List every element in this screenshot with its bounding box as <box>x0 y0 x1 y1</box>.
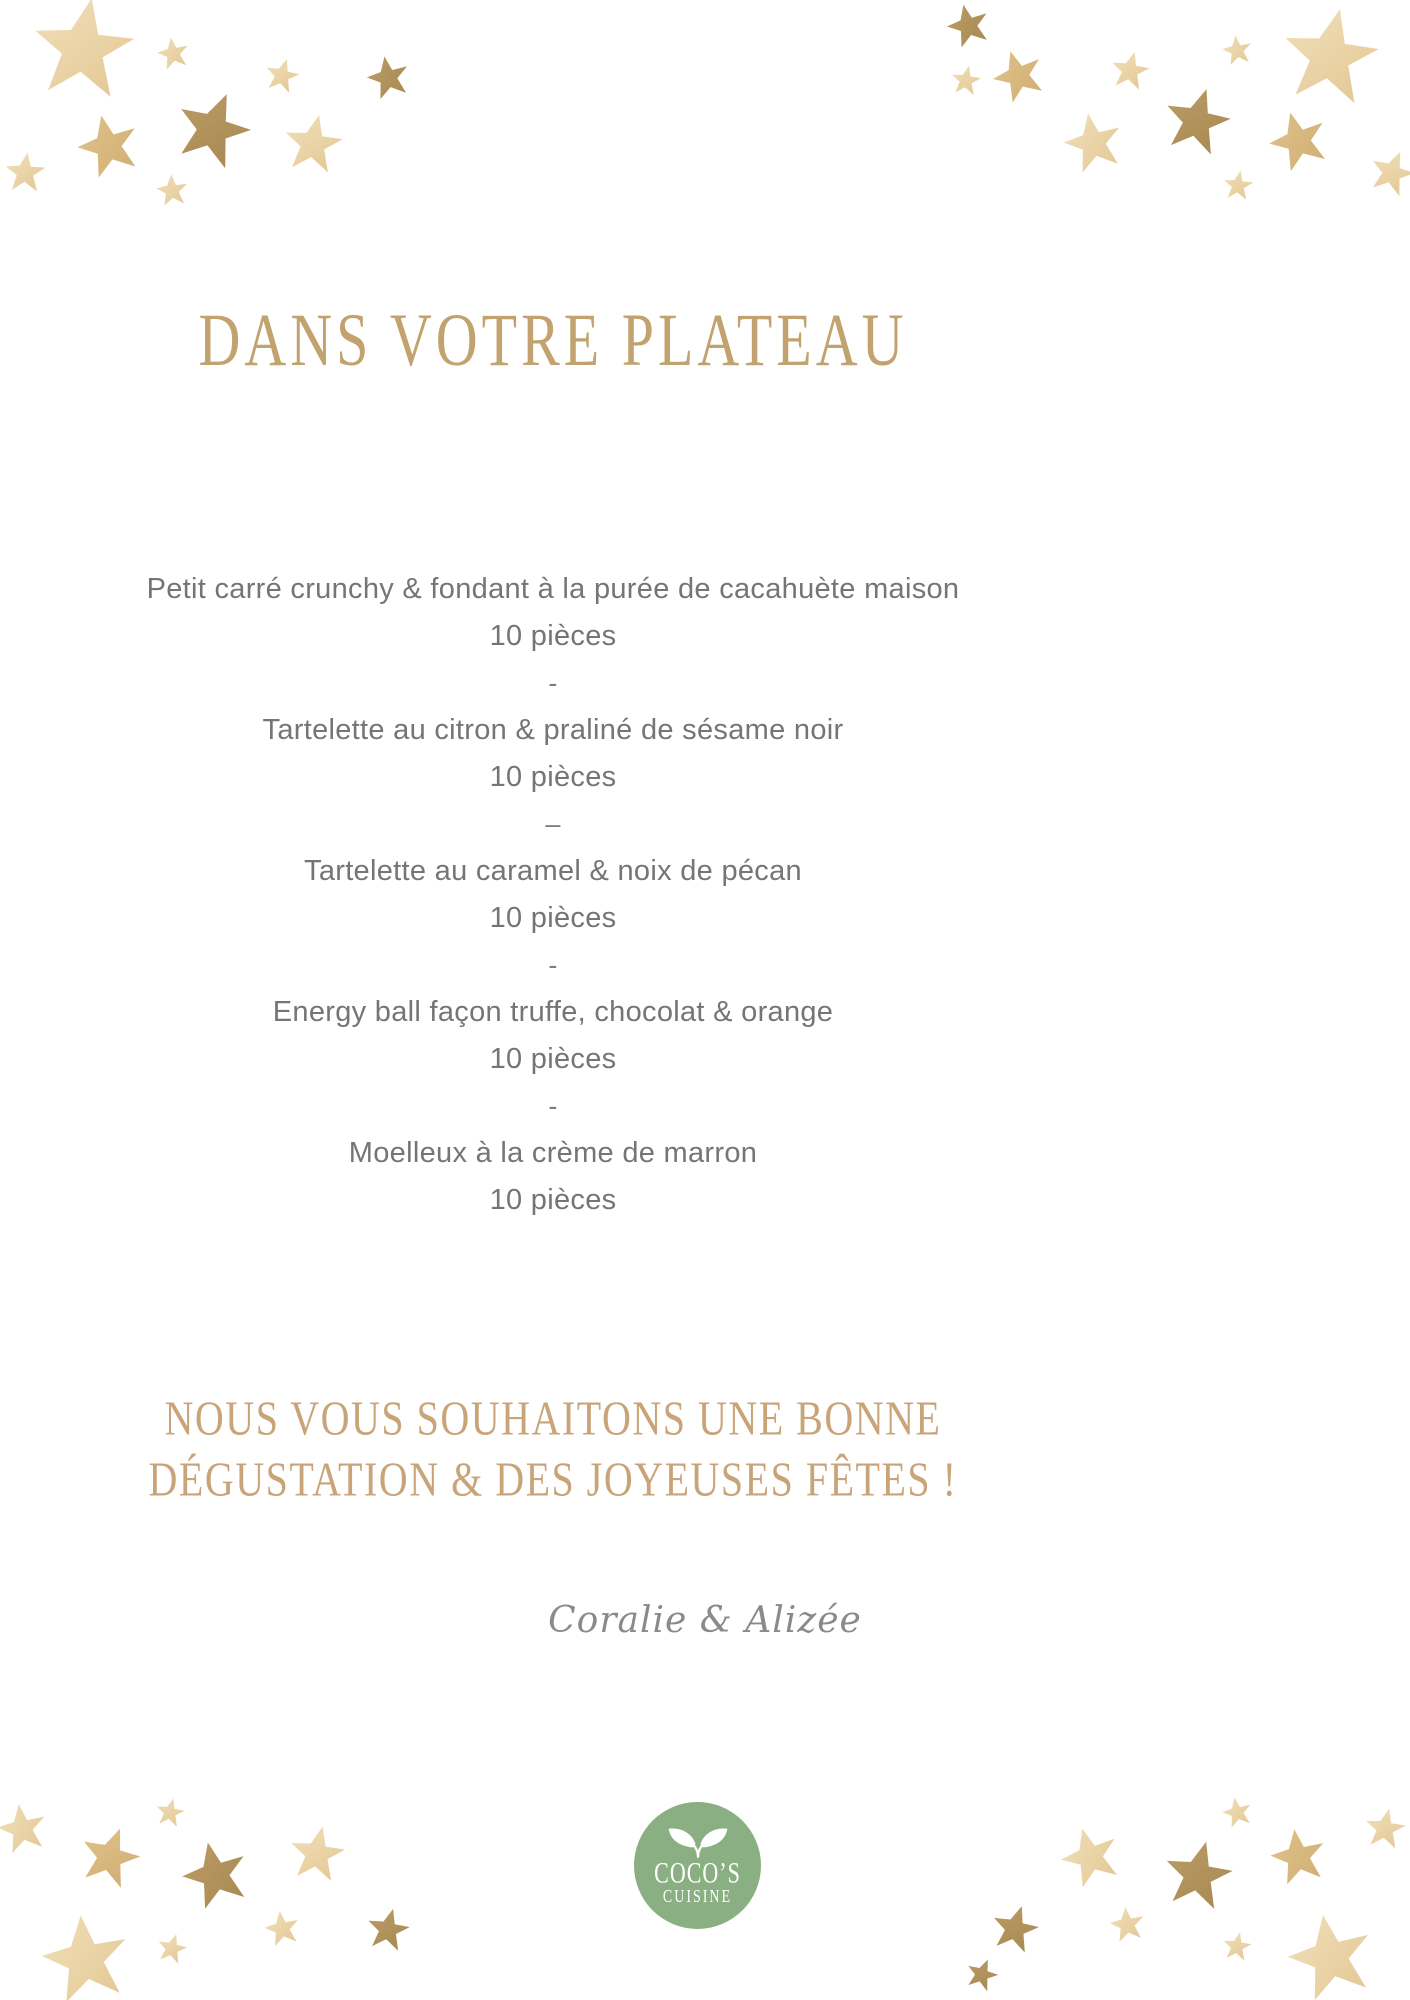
closing-message-line2: DÉGUSTATION & DES JOYEUSES FÊTES ! <box>148 1451 958 1507</box>
star-icon <box>71 108 145 181</box>
star-icon <box>1276 1 1384 108</box>
star-icon <box>153 1795 186 1828</box>
menu-list <box>0 566 1106 1224</box>
star-icon <box>74 1819 147 1891</box>
star-icon <box>1108 1905 1147 1943</box>
star-icon <box>1222 169 1255 201</box>
menu-separator: – <box>545 809 561 839</box>
star-icon <box>943 0 994 50</box>
star-icon <box>363 52 412 101</box>
menu-item-quantity: 10 pièces <box>489 761 617 793</box>
star-icon <box>1108 48 1152 92</box>
closing-message <box>0 1388 1106 1510</box>
star-icon <box>280 110 346 175</box>
star-icon <box>1281 1907 1379 2000</box>
signature: Coralie & Alizée <box>548 1600 862 1641</box>
leaf-cutlery-icon <box>663 1826 733 1858</box>
star-icon <box>1220 1795 1254 1829</box>
star-icon <box>949 63 983 96</box>
star-icon <box>987 1900 1043 1955</box>
menu-item-quantity: 10 pièces <box>489 620 617 652</box>
star-icon <box>1221 1930 1253 1962</box>
menu-item-name: Tartelette au caramel & noix de pécan <box>304 855 802 887</box>
menu-separator: - <box>548 668 558 698</box>
star-icon <box>27 0 138 101</box>
star-icon <box>262 1908 302 1947</box>
star-icon <box>167 81 260 173</box>
star-icon <box>4 151 47 193</box>
star-icon <box>286 1822 348 1884</box>
star-icon <box>1221 34 1254 66</box>
star-icon <box>262 55 303 95</box>
menu-separator: - <box>548 1091 558 1121</box>
menu-item-name: Energy ball façon truffe, chocolat & orange <box>272 996 834 1028</box>
star-icon <box>1267 1825 1329 1887</box>
star-icon <box>155 35 191 71</box>
menu-item-name: Tartelette au citron & praliné de sésame noir <box>262 714 844 746</box>
star-icon <box>986 43 1050 106</box>
menu-item-quantity: 10 pièces <box>489 1043 617 1075</box>
star-icon <box>363 1904 412 1953</box>
menu-item-quantity: 10 pièces <box>489 1184 617 1216</box>
logo-badge <box>634 1802 761 1929</box>
page-title: DANS VOTRE PLATEAU <box>198 297 908 382</box>
star-icon <box>176 1835 255 1913</box>
closing-message-line1: NOUS VOUS SOUHAITONS UNE BONNE <box>164 1390 942 1446</box>
star-icon <box>1262 104 1334 175</box>
star-icon <box>1364 144 1410 199</box>
star-icon <box>962 1954 1002 1993</box>
star-icon <box>155 173 189 206</box>
star-icon <box>37 1910 133 2000</box>
star-icon <box>1159 1835 1238 1913</box>
logo-subtitle: CUISINE <box>662 1887 733 1908</box>
star-icon <box>1362 1805 1408 1850</box>
menu-item-name: Petit carré crunchy & fondant à la purée de cacahuète maison <box>146 573 960 605</box>
star-icon <box>154 1930 190 1965</box>
menu-item-name: Moelleux à la crème de marron <box>348 1137 758 1169</box>
star-icon <box>0 1800 50 1855</box>
star-icon <box>1054 1820 1126 1891</box>
star-icon <box>1158 81 1237 159</box>
menu-item-quantity: 10 pièces <box>489 902 617 934</box>
logo-name: COCO’S <box>654 1855 741 1890</box>
menu-separator: - <box>548 950 558 980</box>
star-icon <box>1059 108 1127 175</box>
